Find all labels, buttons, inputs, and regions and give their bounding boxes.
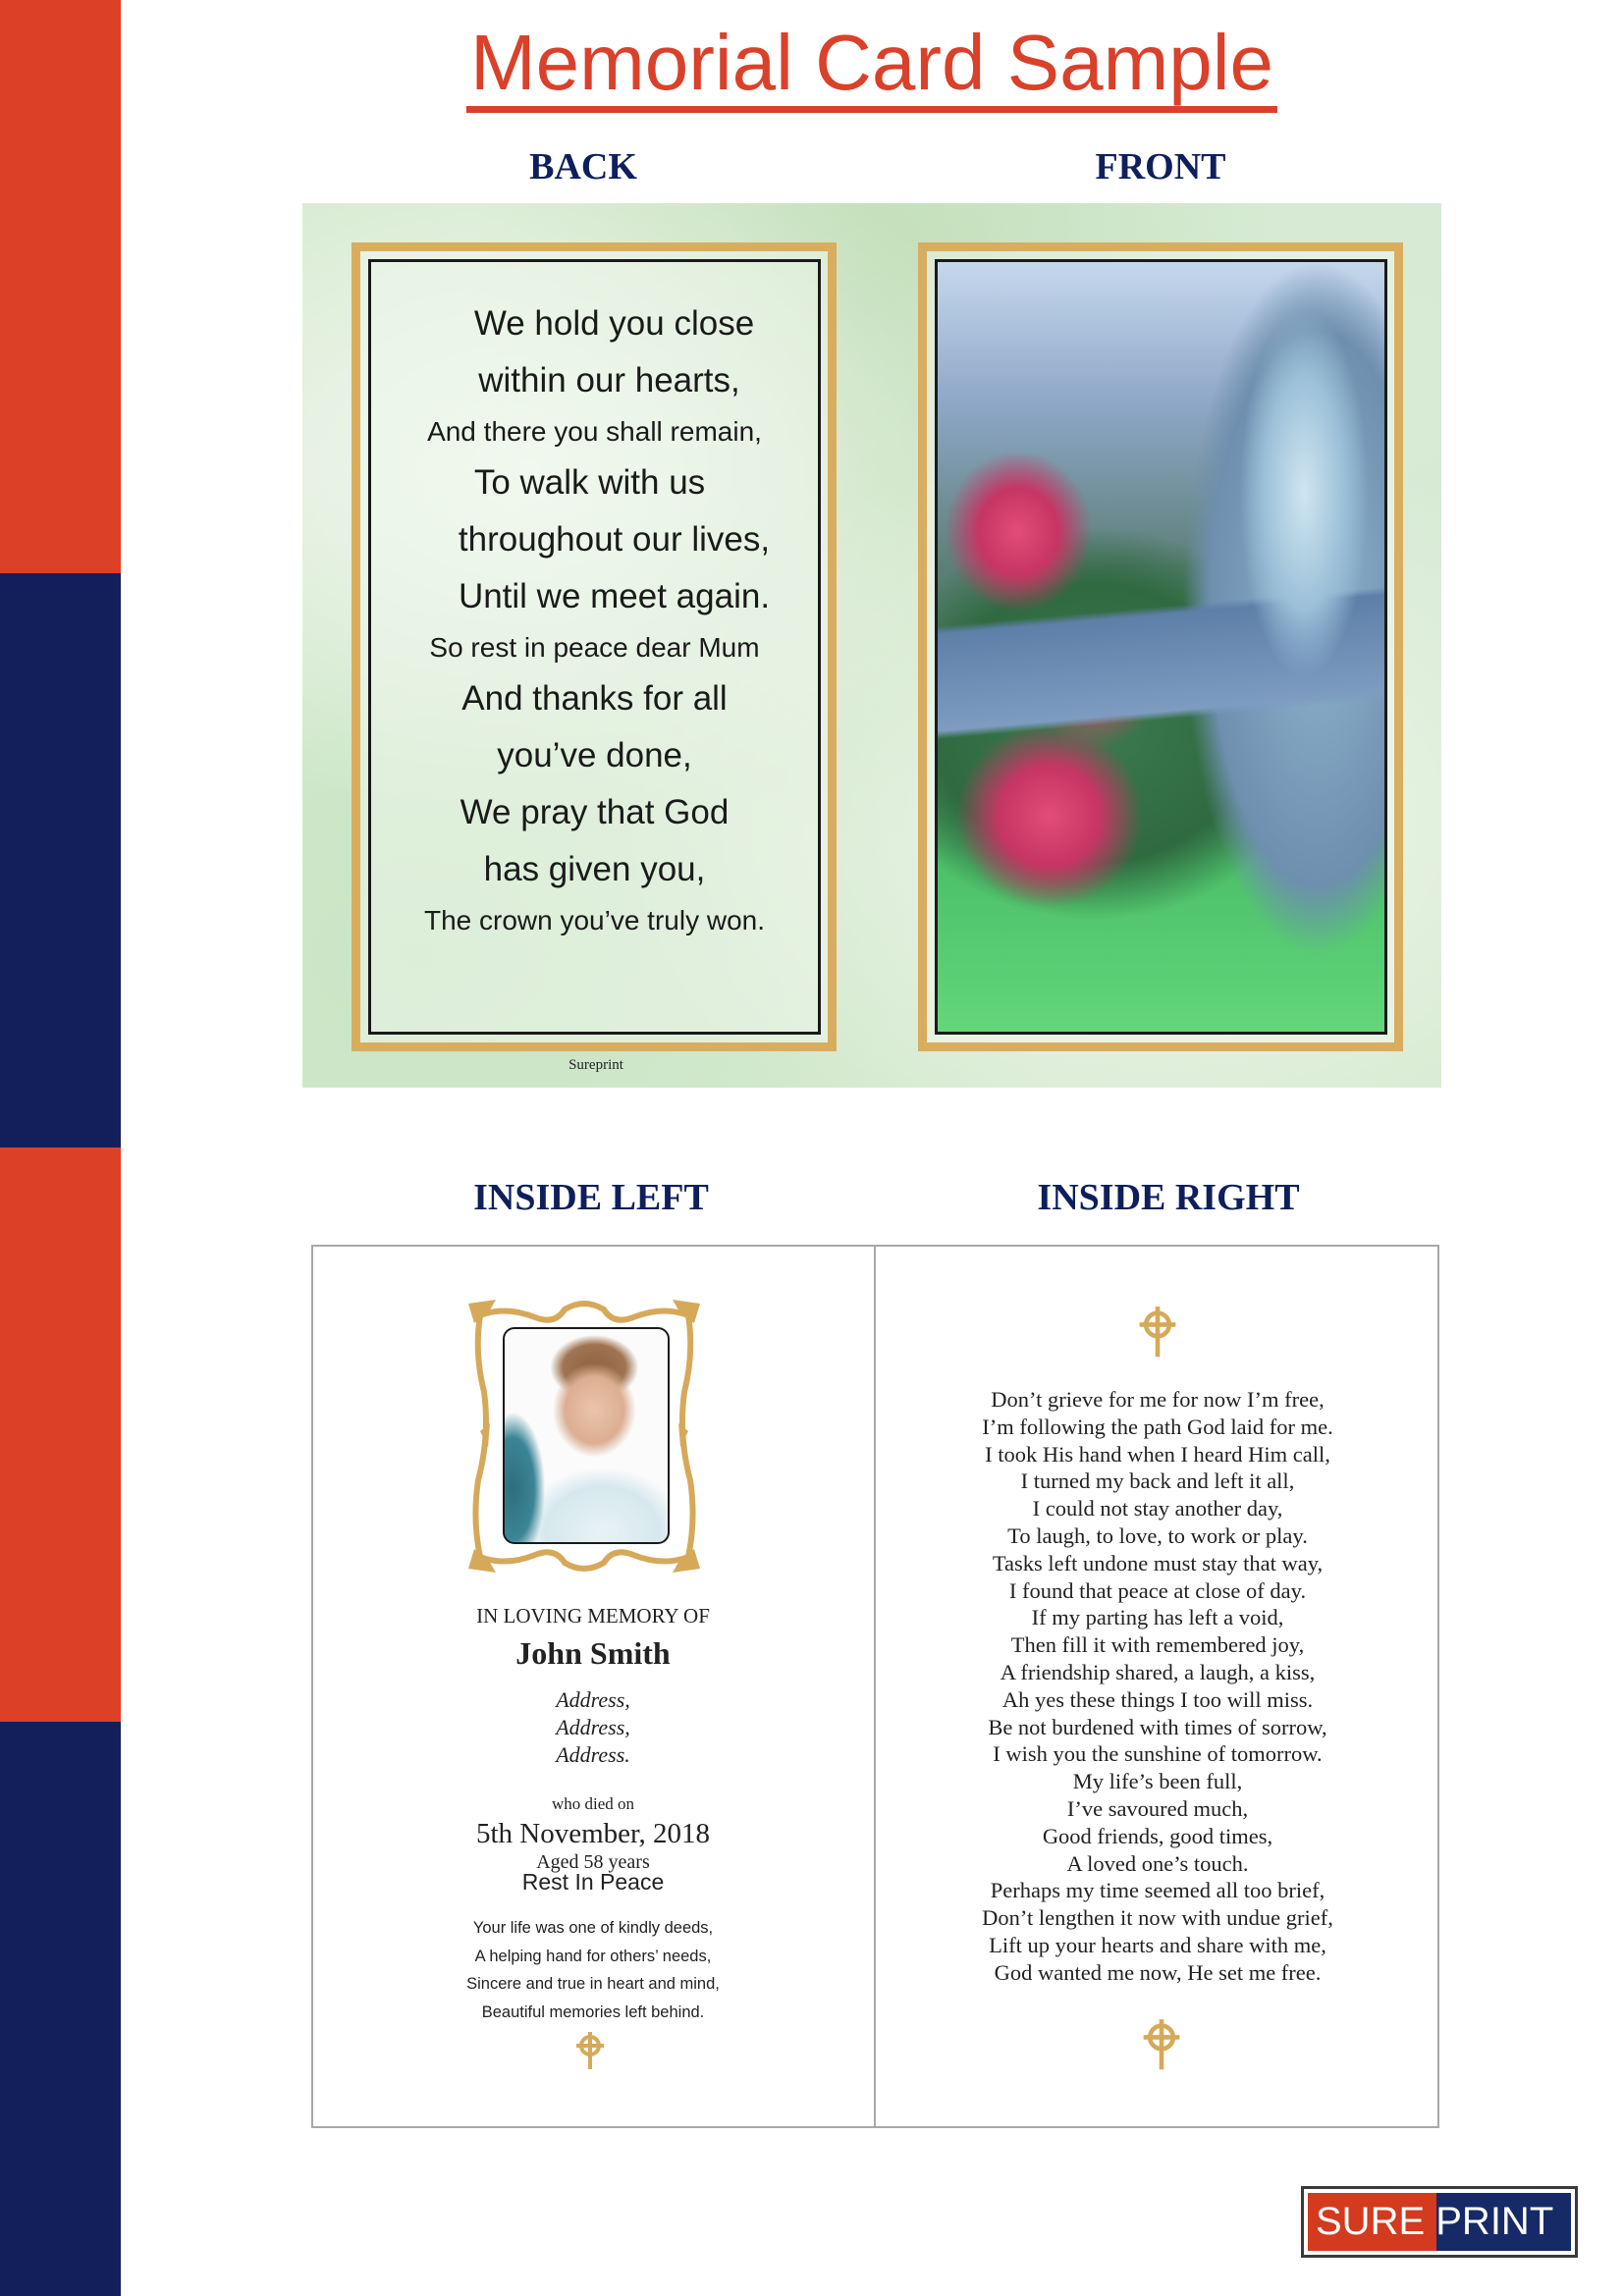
poem-line: A friendship shared, a laugh, a kiss, — [1000, 1659, 1316, 1684]
poem-line: God wanted me now, He set me free. — [994, 1959, 1322, 1985]
back-black-frame — [368, 259, 821, 1035]
poem-line: I turned my back and left it all, — [1020, 1468, 1295, 1494]
address-block — [311, 1686, 875, 1769]
poem-line: you’ve done, — [497, 736, 692, 774]
celtic-cross-icon — [1137, 1304, 1178, 1359]
verse-line: Beautiful memories left behind. — [481, 2002, 705, 2021]
poem-line: Ah yes these things I too will miss. — [1001, 1686, 1314, 1712]
poem-line: Lift up your hearts and share with me, — [989, 1932, 1326, 1957]
poem-line: And there you shall remain, — [427, 416, 762, 447]
poem-line: I found that peace at close of day. — [1008, 1577, 1307, 1603]
address-line: Address, — [556, 1687, 630, 1712]
poem-line: Good friends, good times, — [1042, 1823, 1273, 1848]
stripe-segment-navy — [0, 573, 121, 1148]
address-line: Address, — [556, 1715, 630, 1739]
heading-front: FRONT — [1095, 146, 1226, 187]
poem-line: I wish you the sunshine of tomorrow. — [993, 1741, 1323, 1767]
celtic-cross-icon — [1141, 2016, 1182, 2071]
poem-line: To laugh, to love, to work or play. — [1007, 1522, 1308, 1548]
page-title: Memorial Card Sample — [466, 22, 1277, 113]
heading-inside-left: INSIDE LEFT — [473, 1177, 709, 1218]
poem-line: Perhaps my time seemed all too brief, — [990, 1878, 1325, 1903]
stripe-segment-red — [0, 1148, 121, 1722]
short-verse — [311, 1914, 875, 2026]
poem-line: Be not burdened with times of sorrow, — [988, 1714, 1327, 1739]
outer-card-spread — [302, 203, 1441, 1088]
poem-line: I’m following the path God laid for me. — [982, 1414, 1333, 1439]
poem-line: I could not stay another day, — [1032, 1496, 1283, 1522]
verse-line: A helping hand for others’ needs, — [474, 1947, 712, 1965]
heading-back: BACK — [529, 146, 637, 187]
poem-line: throughout our lives, — [458, 520, 771, 559]
poem-line: within our hearts, — [478, 361, 740, 400]
poem-line: Until we meet again. — [458, 577, 771, 615]
poem-line: Don’t grieve for me for now I’m free, — [991, 1387, 1325, 1412]
verse-line: Sincere and true in heart and mind, — [466, 1975, 720, 1993]
poem-line: And thanks for all — [461, 679, 728, 718]
poem-line: We hold you close — [473, 304, 755, 343]
sureprint-logo — [1301, 2186, 1578, 2258]
deceased-name: John Smith — [515, 1635, 671, 1671]
inside-right-poem — [875, 1386, 1440, 1987]
poem-line: We pray that God — [460, 793, 730, 831]
poem-line: Don’t lengthen it now with undue grief, — [982, 1905, 1333, 1931]
poem-line: To walk with us — [473, 463, 706, 502]
poem-line: I took His hand when I heard Him call, — [985, 1441, 1330, 1467]
poem-line: I’ve savoured much, — [1066, 1795, 1249, 1821]
address-line: Address. — [556, 1742, 630, 1767]
front-black-frame — [935, 259, 1387, 1035]
logo-text: SURE PRINT — [1316, 2200, 1554, 2243]
poem-line: My life’s been full, — [1072, 1769, 1243, 1794]
portrait-photo — [503, 1327, 670, 1544]
rest-in-peace: Rest In Peace — [521, 1869, 665, 1895]
in-loving-memory-label: IN LOVING MEMORY OF — [476, 1604, 710, 1628]
printer-imprint: Sureprint — [568, 1057, 623, 1073]
poem-line: Then fill it with remembered joy, — [1010, 1632, 1305, 1658]
poem-line: If my parting has left a void, — [1031, 1605, 1284, 1630]
poem-line: Tasks left undone must stay that way, — [992, 1550, 1324, 1575]
heading-inside-right: INSIDE RIGHT — [1037, 1177, 1300, 1218]
celtic-cross-icon — [574, 2030, 606, 2071]
stripe-segment-navy — [0, 1722, 121, 2296]
poem-line: A loved one’s touch. — [1066, 1850, 1249, 1876]
page-title-container — [0, 19, 1623, 113]
back-poem — [371, 295, 818, 943]
date-of-death: 5th November, 2018 — [475, 1818, 711, 1849]
woodland-garden-photo — [938, 262, 1384, 1032]
verse-line: Your life was one of kindly deeds, — [472, 1919, 714, 1937]
poem-line: So rest in peace dear Mum — [429, 632, 760, 663]
who-died-on-label: who died on — [551, 1794, 635, 1813]
age-at-death: Aged 58 years — [536, 1851, 650, 1873]
poem-line: has given you, — [483, 850, 706, 888]
poem-line: The crown you’ve truly won. — [423, 905, 766, 935]
